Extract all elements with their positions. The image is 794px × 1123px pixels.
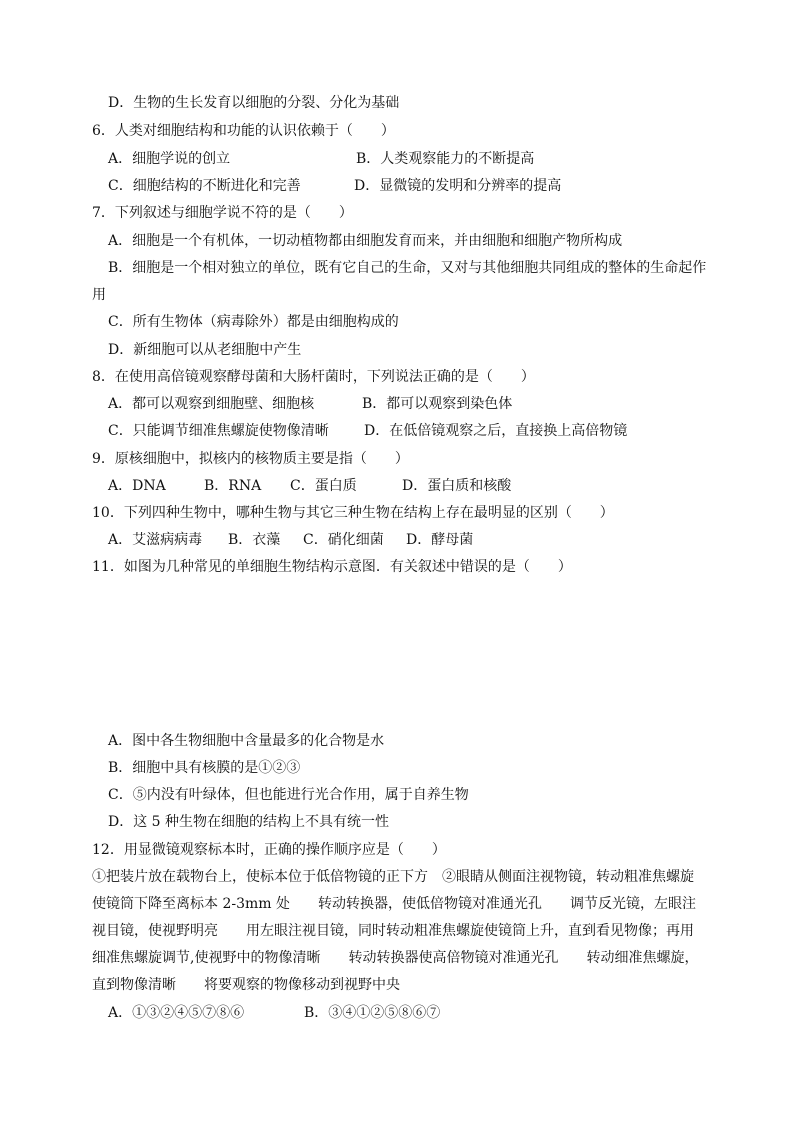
q11-option-a: A．图中各生物细胞中含量最多的化合物是水 <box>108 733 385 749</box>
q8-stem: 8．在使用高倍镜观察酵母菌和大肠杆菌时，下列说法正确的是（ ） <box>92 369 535 385</box>
q9-option-b: B．RNA <box>204 478 262 494</box>
q7-option-c: C．所有生物体（病毒除外）都是由细胞构成的 <box>108 314 399 330</box>
q11-figure-area <box>92 585 692 725</box>
q6-option-b: B．人类观察能力的不断提高 <box>356 151 535 167</box>
q8-option-a: A．都可以观察到细胞壁、细胞核 <box>108 396 315 412</box>
q9-option-d: D．蛋白质和核酸 <box>402 478 512 494</box>
q11-option-c: C．⑤内没有叶绿体，但也能进行光合作用，属于自养生物 <box>108 787 469 803</box>
q8-option-b: B．都可以观察到染色体 <box>362 396 513 412</box>
q6-option-a: A．细胞学说的创立 <box>108 151 231 167</box>
q12-step-line-4: 细准焦螺旋调节,使视野中的物像清晰 转动转换器使高倍物镜对准通光孔 转动细准焦螺旋， <box>92 950 699 966</box>
q11-option-b: B．细胞中具有核膜的是①②③ <box>108 760 301 776</box>
q10-stem: 10．下列四种生物中，哪种生物与其它三种生物在结构上存在最明显的区别（ ） <box>92 505 614 521</box>
q11-option-d: D．这 5 种生物在细胞的结构上不具有统一性 <box>108 814 390 830</box>
q10-option-b: B．衣藻 <box>228 532 281 548</box>
q12-step-line-2: 使镜筒下降至离标本 2-3mm 处 转动转换器，使低倍物镜对准通光孔 调节反光镜，左眼注 <box>92 896 696 912</box>
q10-option-a: A．艾滋病病毒 <box>108 532 203 548</box>
q12-step-line-5: 直到物像清晰 将要观察的物像移动到视野中央 <box>92 977 400 993</box>
q10-option-c: C．硝化细菌 <box>303 532 384 548</box>
q7-option-d: D．新细胞可以从老细胞中产生 <box>108 342 302 358</box>
q9-stem: 9．原核细胞中，拟核内的核物质主要是指（ ） <box>92 451 409 467</box>
q11-stem: 11．如图为几种常见的单细胞生物结构示意图．有关叙述中错误的是（ ） <box>92 559 572 575</box>
q12-step-line-1: ①把装片放在载物台上，使标本位于低倍物镜的正下方 ②眼睛从侧面注视物镜，转动粗准焦螺旋 <box>92 869 694 885</box>
q8-option-d: D．在低倍镜观察之后，直接换上高倍物镜 <box>364 423 628 439</box>
q12-option-a: A．①③②④⑤⑦⑧⑥ <box>108 1005 245 1021</box>
q12-option-b: B．③④①②⑤⑧⑥⑦ <box>304 1005 441 1021</box>
q5-option-d: D．生物的生长发育以细胞的分裂、分化为基础 <box>108 95 400 111</box>
q10-option-d: D．酵母菌 <box>406 532 474 548</box>
q6-option-c: C．细胞结构的不断进化和完善 <box>108 178 301 194</box>
q7-option-a: A．细胞是一个有机体，一切动植物都由细胞发育而来，并由细胞和细胞产物所构成 <box>108 233 623 249</box>
q6-option-d: D．显微镜的发明和分辨率的提高 <box>354 178 562 194</box>
q12-stem: 12．用显微镜观察标本时，正确的操作顺序应是（ ） <box>92 842 446 858</box>
q7-stem: 7．下列叙述与细胞学说不符的是（ ） <box>92 205 353 221</box>
q6-stem: 6．人类对细胞结构和功能的认识依赖于（ ） <box>92 123 395 139</box>
q7-option-b-line1: B．细胞是一个相对独立的单位，既有它自己的生命，又对与其他细胞共同组成的整体的生命起作 <box>108 260 707 276</box>
q8-option-c: C．只能调节细准焦螺旋使物像清晰 <box>108 423 329 439</box>
q9-option-c: C．蛋白质 <box>290 478 357 494</box>
q12-step-line-3: 视目镜，使视野明亮 用左眼注视目镜，同时转动粗准焦螺旋使镜筒上升，直到看见物像；再用 <box>92 923 694 939</box>
q9-option-a: A．DNA <box>108 478 166 494</box>
q7-option-b-line2: 用 <box>92 287 106 303</box>
